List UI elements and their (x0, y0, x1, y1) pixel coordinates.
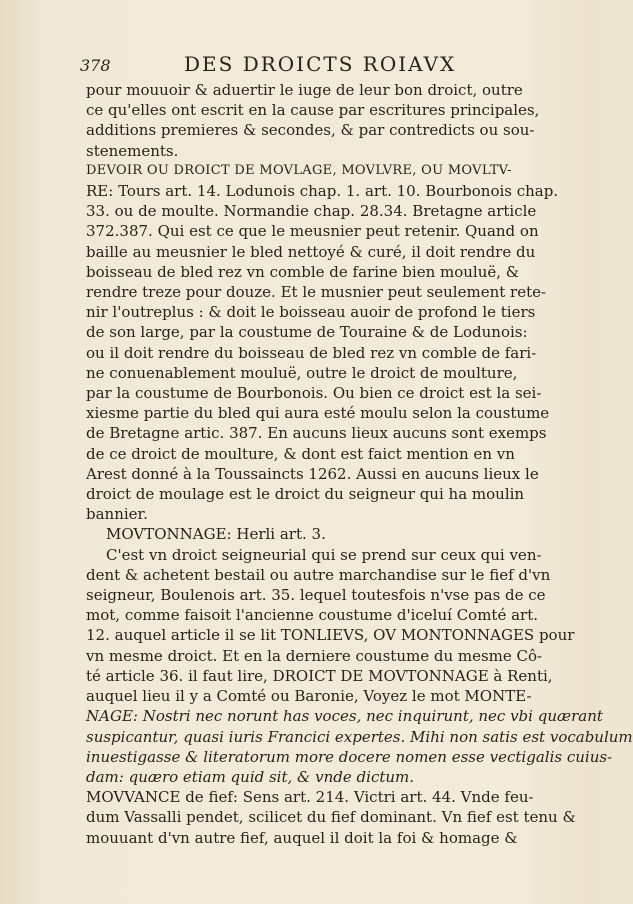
text-line: de son large, par la coustume de Touraine & de Lodunois: (86, 323, 528, 342)
text-line: pour mouuoir & aduertir le iuge de leur bon droict, outre (86, 81, 523, 99)
text-line: xiesme partie du bled qui aura esté moulu selon la coustume (86, 404, 550, 423)
text-line: dent & achetent bestail ou autre marchandise sur le fief d'vn (86, 565, 551, 584)
text-line: de Bretagne artic. 387. En aucuns lieux aucuns sont exemps (86, 424, 547, 443)
text-line: boisseau de bled rez vn comble de farine bien mouluë, & (86, 262, 520, 281)
page-number: 378 (80, 56, 111, 75)
text-line: additions premieres & secondes, & par contredicts ou sou- (86, 121, 535, 140)
text-line: RE: Tours art. 14. Lodunois chap. 1. art. 10. Bourbonois chap. (86, 182, 559, 201)
body-text (86, 80, 633, 848)
text-line: rendre treze pour douze. Et le musnier peut seulement rete- (86, 283, 547, 302)
text-line: 33. ou de moulte. Normandie chap. 28.34. Bretagne article (86, 202, 537, 221)
text-line: seigneur, Boulenois art. 35. lequel toutesfois n'vse pas de ce (86, 586, 546, 605)
text-line: dum Vassalli pendet, scilicet du fief dominant. Vn fief est tenu & (86, 808, 576, 827)
text-line: 372.387. Qui est ce que le meusnier peut retenir. Quand on (86, 222, 539, 241)
text-line: 12. auquel article il se lit TONLIEVS, OV MONTONNAGES pour (86, 626, 575, 645)
running-title: DES DROICTS ROIAVX (184, 52, 457, 76)
text-line: nir l'outreplus : & doit le boisseau auoir de profond le tiers (86, 303, 536, 322)
text-line: mot, comme faisoit l'ancienne coustume d'iceluí Comté art. (86, 606, 539, 625)
entry-heading-line: DEVOIR OU DROICT DE MOVLAGE, MOVLVRE, OU MOVLTV- (86, 162, 512, 178)
text-line: NAGE: Nostri nec norunt has voces, nec inquirunt, nec vbi quærant (86, 707, 603, 726)
text-line: par la coustume de Bourbonois. Ou bien ce droict est la sei- (86, 384, 542, 403)
text-line: mouuant d'vn autre fief, auquel il doit la foi & homage & (86, 828, 518, 847)
page-header (80, 52, 530, 78)
entry-heading-line: MOVVANCE de fief: Sens art. 214. Victri art. 44. Vnde feu- (86, 788, 534, 807)
text-line: baille au meusnier le bled nettoyé & curé, il doit rendre du (86, 242, 536, 261)
text-line: ou il doit rendre du boisseau de bled rez vn comble de fari- (86, 343, 537, 362)
entry-heading-line: MOVTONNAGE: Herli art. 3. (106, 525, 326, 544)
text-line: ce qu'elles ont escrit en la cause par escritures principales, (86, 101, 540, 120)
latin-quote-line: dam: quæro etiam quid sit, & vnde dictum. (86, 767, 415, 786)
latin-quote-line: inuestigasse & literatorum more docere nomen esse vectigalis cuius- (86, 747, 613, 766)
text-line: auquel lieu il y a Comté ou Baronie, Voyez le mot MONTE- (86, 687, 532, 706)
text-line: Arest donné à la Toussaincts 1262. Aussi en aucuns lieux le (86, 464, 539, 483)
text-line: de ce droict de moulture, & dont est faict mention en vn (86, 444, 515, 463)
text-line: droict de moulage est le droict du seigneur qui ha moulin (86, 485, 525, 504)
text-line: ne conuenablement mouluë, outre le droict de moulture, (86, 363, 518, 382)
text-line: té article 36. il faut lire, DROICT DE MOVTONNAGE à Renti, (86, 666, 553, 685)
text-line: bannier. (86, 505, 148, 524)
latin-quote-line: suspicantur, quasi iuris Francici expertes. Mihi non satis est vocabulum (86, 727, 633, 746)
text-line: vn mesme droict. Et en la derniere coustume du mesme Cô- (86, 646, 543, 665)
text-line: C'est vn droict seigneurial qui se prend sur ceux qui ven- (106, 545, 542, 564)
text-line: stenements. (86, 141, 179, 160)
